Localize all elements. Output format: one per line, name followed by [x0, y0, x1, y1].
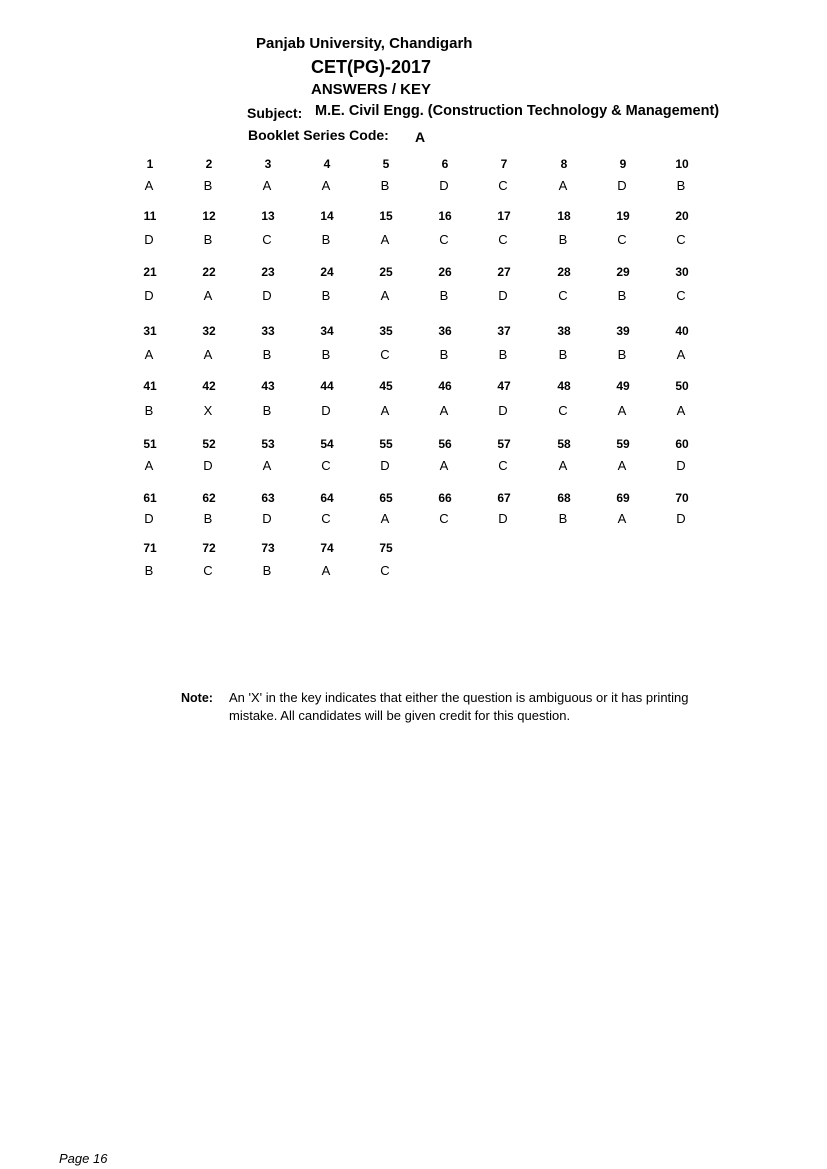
question-number: 17: [497, 209, 511, 223]
exam-title: CET(PG)-2017: [311, 57, 432, 77]
question-number: 42: [202, 379, 216, 393]
answer-letter: D: [262, 288, 272, 303]
answer-letter: A: [439, 458, 449, 473]
question-number: 1: [146, 157, 154, 171]
answer-letter: D: [498, 403, 508, 418]
question-number: 31: [143, 324, 157, 338]
answer-letter: B: [498, 347, 508, 362]
answer-letter: C: [321, 511, 331, 526]
question-number: 61: [143, 491, 157, 505]
answer-letter: B: [380, 178, 390, 193]
question-number: 60: [675, 437, 689, 451]
answer-letter: A: [144, 347, 154, 362]
question-number: 54: [320, 437, 334, 451]
question-number: 21: [143, 265, 157, 279]
question-number: 12: [202, 209, 216, 223]
question-number: 48: [557, 379, 571, 393]
answer-letter: X: [203, 403, 213, 418]
answer-letter: A: [203, 288, 213, 303]
question-number: 49: [616, 379, 630, 393]
answer-letter: B: [439, 347, 449, 362]
answer-letter: C: [439, 511, 449, 526]
question-number: 67: [497, 491, 511, 505]
question-number: 66: [438, 491, 452, 505]
answer-letter: C: [439, 232, 449, 247]
question-number: 29: [616, 265, 630, 279]
question-number: 40: [675, 324, 689, 338]
question-number: 24: [320, 265, 334, 279]
answer-letter: A: [558, 458, 568, 473]
answer-letter: C: [262, 232, 272, 247]
answer-letter: C: [380, 563, 390, 578]
question-number: 47: [497, 379, 511, 393]
answer-letter: C: [498, 458, 508, 473]
answer-letter: A: [144, 178, 154, 193]
answer-letter: A: [380, 232, 390, 247]
answer-letter: A: [262, 458, 272, 473]
question-number: 6: [441, 157, 449, 171]
answer-letter: B: [144, 563, 154, 578]
question-number: 10: [675, 157, 689, 171]
answer-letter: A: [617, 403, 627, 418]
question-number: 3: [264, 157, 272, 171]
question-number: 4: [323, 157, 331, 171]
page-number: Page 16: [59, 1151, 108, 1166]
question-number: 35: [379, 324, 393, 338]
answer-letter: A: [321, 563, 331, 578]
answer-letter: A: [676, 347, 686, 362]
answer-letter: D: [144, 511, 154, 526]
answer-letter: C: [676, 232, 686, 247]
answer-letter: B: [558, 347, 568, 362]
question-number: 63: [261, 491, 275, 505]
question-number: 45: [379, 379, 393, 393]
answer-letter: B: [262, 563, 272, 578]
question-number: 7: [500, 157, 508, 171]
answer-letter: B: [262, 347, 272, 362]
answer-letter: D: [498, 511, 508, 526]
answer-letter: C: [558, 288, 568, 303]
answer-letter: B: [203, 178, 213, 193]
answer-letter: B: [321, 347, 331, 362]
answer-letter: C: [676, 288, 686, 303]
answer-letter: B: [321, 288, 331, 303]
answer-letter: A: [380, 288, 390, 303]
question-number: 41: [143, 379, 157, 393]
answer-letter: A: [144, 458, 154, 473]
question-number: 28: [557, 265, 571, 279]
question-number: 53: [261, 437, 275, 451]
question-number: 65: [379, 491, 393, 505]
question-number: 23: [261, 265, 275, 279]
question-number: 5: [382, 157, 390, 171]
question-number: 8: [560, 157, 568, 171]
question-number: 44: [320, 379, 334, 393]
question-number: 70: [675, 491, 689, 505]
answer-letter: C: [498, 232, 508, 247]
answer-letter: C: [321, 458, 331, 473]
note-label: Note:: [181, 691, 213, 705]
answer-letter: D: [498, 288, 508, 303]
question-number: 56: [438, 437, 452, 451]
question-number: 16: [438, 209, 452, 223]
question-number: 46: [438, 379, 452, 393]
question-number: 57: [497, 437, 511, 451]
answer-letter: D: [321, 403, 331, 418]
question-number: 22: [202, 265, 216, 279]
question-number: 38: [557, 324, 571, 338]
answer-letter: C: [380, 347, 390, 362]
question-number: 71: [143, 541, 157, 555]
question-number: 58: [557, 437, 571, 451]
question-number: 2: [205, 157, 213, 171]
answer-letter: B: [617, 347, 627, 362]
question-number: 52: [202, 437, 216, 451]
answer-letter: D: [203, 458, 213, 473]
question-number: 19: [616, 209, 630, 223]
subject-value: M.E. Civil Engg. (Construction Technology & Management): [315, 103, 720, 119]
answer-letter: B: [144, 403, 154, 418]
question-number: 26: [438, 265, 452, 279]
answer-letter: D: [676, 458, 686, 473]
answer-letter: A: [380, 511, 390, 526]
question-number: 34: [320, 324, 334, 338]
question-number: 74: [320, 541, 334, 555]
answer-letter: A: [203, 347, 213, 362]
question-number: 73: [261, 541, 275, 555]
answer-letter: C: [558, 403, 568, 418]
answer-letter: B: [203, 232, 213, 247]
question-number: 36: [438, 324, 452, 338]
question-number: 18: [557, 209, 571, 223]
question-number: 33: [261, 324, 275, 338]
answer-letter: D: [439, 178, 449, 193]
subject-label: Subject:: [247, 105, 303, 121]
answer-letter: B: [558, 511, 568, 526]
question-number: 32: [202, 324, 216, 338]
question-number: 51: [143, 437, 157, 451]
question-number: 69: [616, 491, 630, 505]
question-number: 25: [379, 265, 393, 279]
question-number: 11: [143, 209, 157, 223]
answer-letter: B: [321, 232, 331, 247]
answer-letter: D: [262, 511, 272, 526]
booklet-series-value: A: [415, 129, 426, 145]
question-number: 9: [619, 157, 627, 171]
answer-letter: A: [439, 403, 449, 418]
question-number: 39: [616, 324, 630, 338]
answer-letter: D: [380, 458, 390, 473]
booklet-series-label: Booklet Series Code:: [248, 127, 389, 143]
answers-key-heading: ANSWERS / KEY: [311, 81, 432, 98]
answer-letter: B: [676, 178, 686, 193]
question-number: 72: [202, 541, 216, 555]
answer-letter: A: [321, 178, 331, 193]
question-number: 50: [675, 379, 689, 393]
answer-letter: D: [676, 511, 686, 526]
question-number: 68: [557, 491, 571, 505]
question-number: 62: [202, 491, 216, 505]
question-number: 43: [261, 379, 275, 393]
question-number: 59: [616, 437, 630, 451]
answer-letter: A: [617, 511, 627, 526]
answer-letter: B: [558, 232, 568, 247]
question-number: 27: [497, 265, 511, 279]
answer-letter: A: [262, 178, 272, 193]
question-number: 15: [379, 209, 393, 223]
answer-letter: B: [262, 403, 272, 418]
question-number: 30: [675, 265, 689, 279]
answer-letter: D: [144, 232, 154, 247]
answer-letter: C: [617, 232, 627, 247]
question-number: 14: [320, 209, 334, 223]
question-number: 64: [320, 491, 334, 505]
university-name: Panjab University, Chandigarh: [256, 35, 473, 52]
answer-letter: C: [203, 563, 213, 578]
answer-letter: A: [380, 403, 390, 418]
question-number: 75: [379, 541, 393, 555]
question-number: 13: [261, 209, 275, 223]
question-number: 20: [675, 209, 689, 223]
answer-letter: C: [498, 178, 508, 193]
answer-letter: A: [617, 458, 627, 473]
answer-letter: D: [144, 288, 154, 303]
question-number: 37: [497, 324, 511, 338]
note-text: An 'X' in the key indicates that either the question is ambiguous or it has printing mistake. All candidates will be given credit for this question.: [229, 690, 689, 723]
answer-letter: B: [203, 511, 213, 526]
question-number: 55: [379, 437, 393, 451]
answer-letter: B: [617, 288, 627, 303]
answer-letter: A: [676, 403, 686, 418]
answer-letter: A: [558, 178, 568, 193]
answer-letter: D: [617, 178, 627, 193]
answer-letter: B: [439, 288, 449, 303]
